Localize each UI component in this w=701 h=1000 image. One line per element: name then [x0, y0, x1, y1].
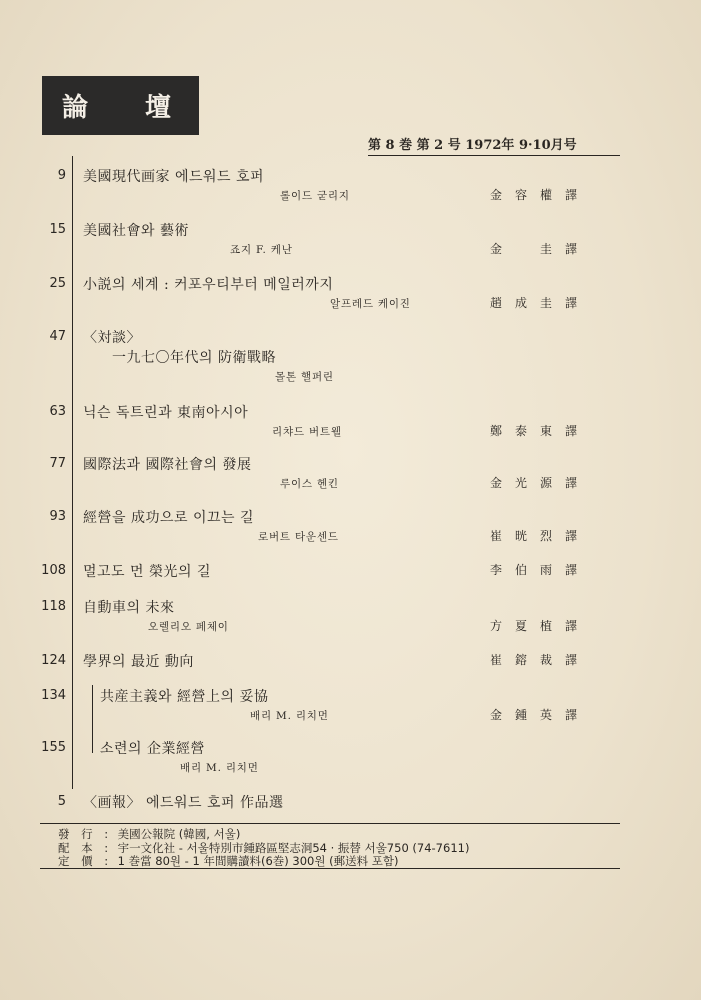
distributor-label: 配 本 : — [58, 841, 113, 855]
page-number: 63 — [49, 404, 66, 419]
article-author: 죠지 F. 케난 — [230, 244, 293, 256]
article-subtitle: 一九七〇年代의 防衛戰略 — [112, 350, 276, 366]
article-translator: 金容權譯 — [490, 188, 591, 202]
article-title: 멀고도 먼 榮光의 길 — [83, 564, 211, 580]
page-number: 5 — [57, 794, 66, 809]
toc-entry[interactable] — [0, 738, 701, 782]
article-author: 몰톤 핼퍼린 — [275, 371, 334, 383]
article-author: 롤이드 굳리지 — [280, 190, 350, 202]
page-number: 93 — [49, 509, 66, 524]
toc-entry[interactable] — [0, 686, 701, 730]
article-title: 〈画報〉 에드워드 호퍼 作品選 — [83, 795, 284, 811]
publisher-label: 發 行 : — [58, 827, 113, 841]
article-title: 美國社會와 藝術 — [83, 223, 189, 239]
price-label: 定 價 : — [58, 854, 113, 868]
article-title: 小説의 세계 : 커포우티부터 메일러까지 — [83, 277, 334, 293]
price-value: 1 巻當 80원 - 1 年間購讀料(6巻) 300원 (郵送料 포함) — [117, 854, 399, 868]
article-translator: 崔鎔裁譯 — [490, 653, 591, 667]
toc-entry[interactable] — [0, 402, 701, 446]
article-translator: 金 圭譯 — [490, 242, 591, 256]
toc-entry[interactable] — [0, 454, 701, 498]
article-author: 오렐리오 페체이 — [148, 621, 229, 633]
article-title: 美國現代画家 에드워드 호퍼 — [83, 169, 265, 185]
page-number: 118 — [41, 599, 66, 614]
article-title: 〈対談〉 — [83, 330, 141, 346]
article-author: 루이스 헨킨 — [280, 478, 339, 490]
article-translator: 金鍾英譯 — [490, 708, 591, 722]
page-number: 124 — [41, 653, 66, 668]
publisher-value: 美國公報院 (韓國, 서울) — [117, 827, 241, 841]
page-number: 134 — [41, 688, 66, 703]
masthead-char-2: 壇 — [144, 93, 173, 123]
publication-rule-bottom — [40, 868, 620, 869]
toc-entry[interactable] — [0, 597, 701, 641]
toc-entry[interactable] — [0, 327, 701, 387]
article-author: 배리 M. 리치먼 — [250, 710, 329, 722]
article-author: 알프레드 케이진 — [330, 298, 411, 310]
article-translator: 鄭泰東譯 — [490, 424, 591, 438]
article-title: 소련의 企業經營 — [100, 741, 206, 757]
page-number: 77 — [49, 456, 66, 471]
price-line — [58, 853, 398, 869]
article-title: 經營을 成功으로 이끄는 길 — [83, 510, 255, 526]
article-title: 自動車의 未來 — [83, 600, 175, 616]
article-translator: 金光源譯 — [490, 476, 591, 490]
toc-entry[interactable] — [0, 220, 701, 264]
article-translator: 方夏植譯 — [490, 619, 591, 633]
masthead — [42, 76, 199, 135]
article-title: 國際法과 國際社會의 發展 — [83, 457, 252, 473]
article-title: 닉슨 독트린과 東南아시아 — [83, 405, 249, 421]
distributor-value: 宇一文化社 - 서울特別市鍾路區堅志洞54 · 振替 서울750 (74-7611) — [117, 841, 470, 855]
publication-rule-top — [40, 823, 620, 824]
article-title: 學界의 最近 動向 — [83, 654, 194, 670]
page-number: 47 — [49, 329, 66, 344]
issue-info: 第 8 巻 第 2 号 1972年 9·10月号 — [368, 134, 620, 156]
masthead-char-1: 論 — [62, 93, 91, 123]
toc-entry[interactable] — [0, 166, 701, 210]
article-translator: 李伯雨譯 — [490, 563, 591, 577]
page-number: 25 — [49, 276, 66, 291]
page-number: 15 — [49, 222, 66, 237]
article-title: 共産主義와 經營上의 妥協 — [100, 689, 269, 705]
article-translator: 崔晄烈譯 — [490, 529, 591, 543]
page-number: 108 — [41, 563, 66, 578]
article-translator: 趙成圭譯 — [490, 296, 591, 310]
article-author: 배리 M. 리치먼 — [180, 762, 259, 774]
toc-entry[interactable] — [0, 507, 701, 551]
article-author: 로버트 타운센드 — [258, 531, 339, 543]
page-number: 155 — [41, 740, 66, 755]
toc-entry[interactable] — [0, 274, 701, 318]
page-number: 9 — [57, 168, 66, 183]
article-author: 리챠드 버트웰 — [272, 426, 342, 438]
